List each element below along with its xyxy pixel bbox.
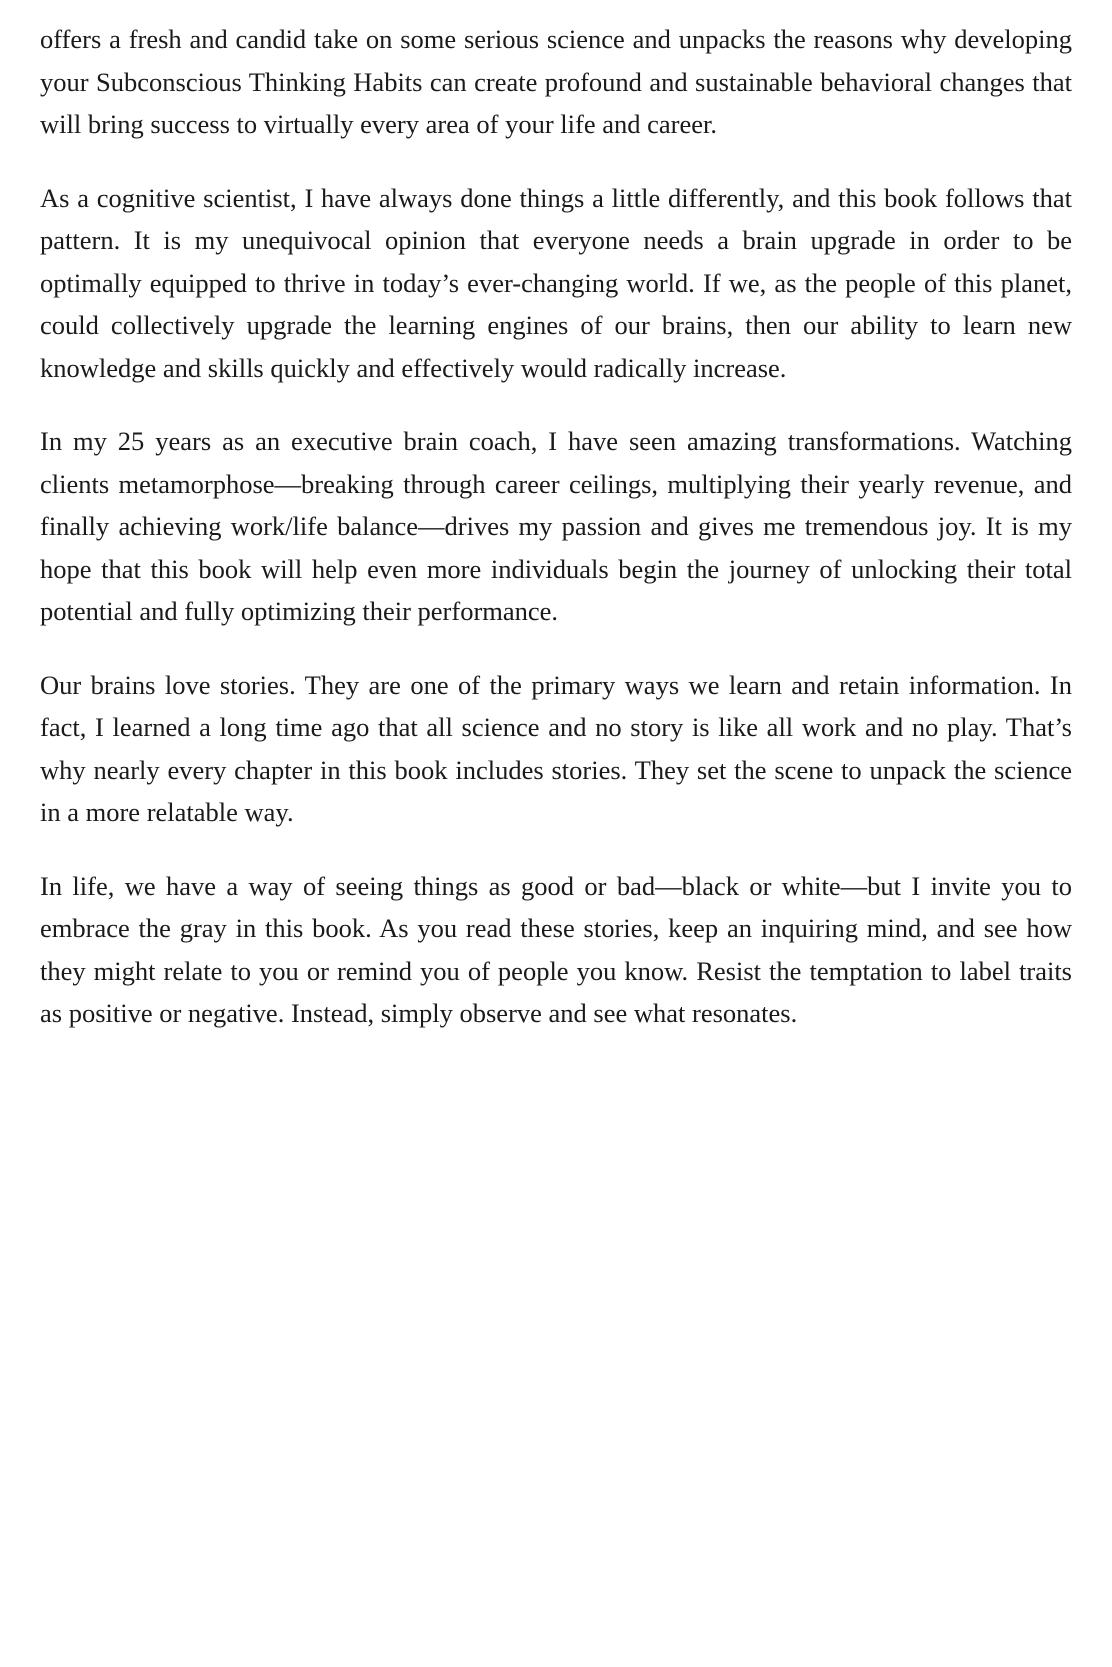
document-page bbox=[40, 18, 1072, 1066]
paragraph-1: offers a fresh and candid take on some serious science and unpacks the reasons why developing your Subconscious Thinking Habits can create profound and sustainable behavioral changes that will bring success to virtually every area of your life and career. bbox=[40, 24, 1072, 139]
paragraph-4: Our brains love stories. They are one of the primary ways we learn and retain information. In fact, I learned a long time ago that all science and no story is like all work and no play. That’s why nearly every chapter in this book includes stories. They set the scene to unpack the science in a more relatable way. bbox=[40, 669, 1072, 827]
paragraph-2: As a cognitive scientist, I have always done things a little differently, and this book follows that pattern. It is my unequivocal opinion that everyone needs a brain upgrade in order to be optimally equipped to thrive in today’s ever-changing world. If we, as the people of this planet, could collectively upgrade the learning engines of our brains, then our ability to learn new knowledge and skills quickly and effectively would radically increase. bbox=[40, 182, 1072, 383]
paragraph-5: In life, we have a way of seeing things as good or bad—black or white—but I invite you to embrace the gray in this book. As you read these stories, keep an inquiring mind, and see how they might relate to you or remind you of people you know. Resist the temptation to label traits as positive or negative. Instead, simply observe and see what resonates. bbox=[40, 870, 1072, 1028]
paragraph-3: In my 25 years as an executive brain coach, I have seen amazing transformations. Watching clients metamorphose—breaking through career ceilings, multiplying their yearly revenue, and finally achieving work/life balance—drives my passion and gives me tremendous joy. It is my hope that this book will help even more individuals begin the journey of unlocking their total potential and fully optimizing their performance. bbox=[40, 426, 1072, 626]
